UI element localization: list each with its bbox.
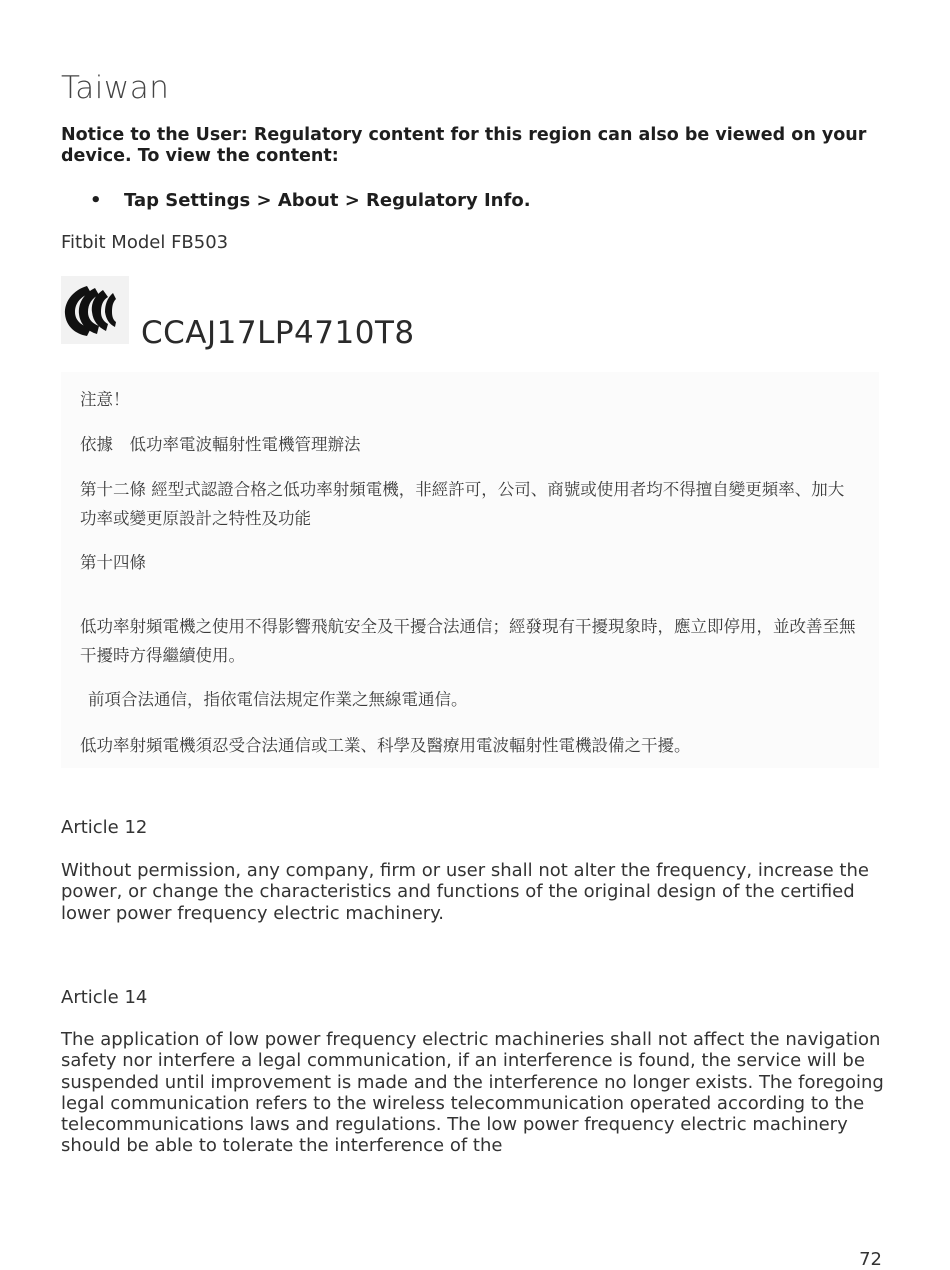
cn-basis: 依據 低功率電波輻射性電機管理辦法 <box>80 435 361 454</box>
ncc-logo-icon <box>61 276 129 344</box>
article-12-heading: Article 12 <box>61 817 148 838</box>
cn-article-14-p2: 前項合法通信，指依電信法規定作業之無線電通信。 <box>88 690 468 709</box>
bullet-text: Tap Settings > About > Regulatory Info. <box>124 190 531 211</box>
certification-id: CCAJ17LP4710T8 <box>141 315 415 351</box>
chinese-regulatory-notice <box>61 372 879 768</box>
user-notice: Notice to the User: Regulatory content for this region can also be viewed on your device. To view the content: <box>61 125 867 166</box>
cn-heading: 注意！ <box>80 390 130 409</box>
cn-article-14-p3: 低功率射頻電機須忍受合法通信或工業、科學及醫療用電波輻射性電機設備之干擾。 <box>80 736 691 755</box>
page-title: Taiwan <box>61 70 170 106</box>
cn-article-14-p1: 低功率射頻電機之使用不得影響飛航安全及干擾合法通信；經發現有干擾現象時，應立即停用，並改善至無干擾時方得繼續使用。 <box>80 617 856 665</box>
bullet-dot-icon: • <box>90 190 102 211</box>
page-number: 72 <box>859 1249 882 1270</box>
cn-article-12: 第十二條 經型式認證合格之低功率射頻電機，非經許可，公司、商號或使用者均不得擅自變更頻率、加大功率或變更原設計之特性及功能 <box>80 480 845 528</box>
article-14-heading: Article 14 <box>61 987 148 1008</box>
article-14-text: The application of low power frequency electric machineries shall not affect the navigation safety nor interfere a legal communication, if an interference is found, the service will be suspended until improvement is made and the interference no longer exists. The foregoing legal communication refers to the wireless telecommunication operated according to the telecommunications laws and regulations. The low power frequency electric machinery should be able to tolerate the interference of the <box>61 1029 884 1157</box>
cn-article-14-heading: 第十四條 <box>80 553 146 572</box>
model-label: Fitbit Model FB503 <box>61 232 229 253</box>
article-12-text: Without permission, any company, firm or user shall not alter the frequency, increase the power, or change the characteristics and functions of the original design of the certified lower power frequency electric machinery. <box>61 860 869 924</box>
bullet-item <box>90 190 531 211</box>
